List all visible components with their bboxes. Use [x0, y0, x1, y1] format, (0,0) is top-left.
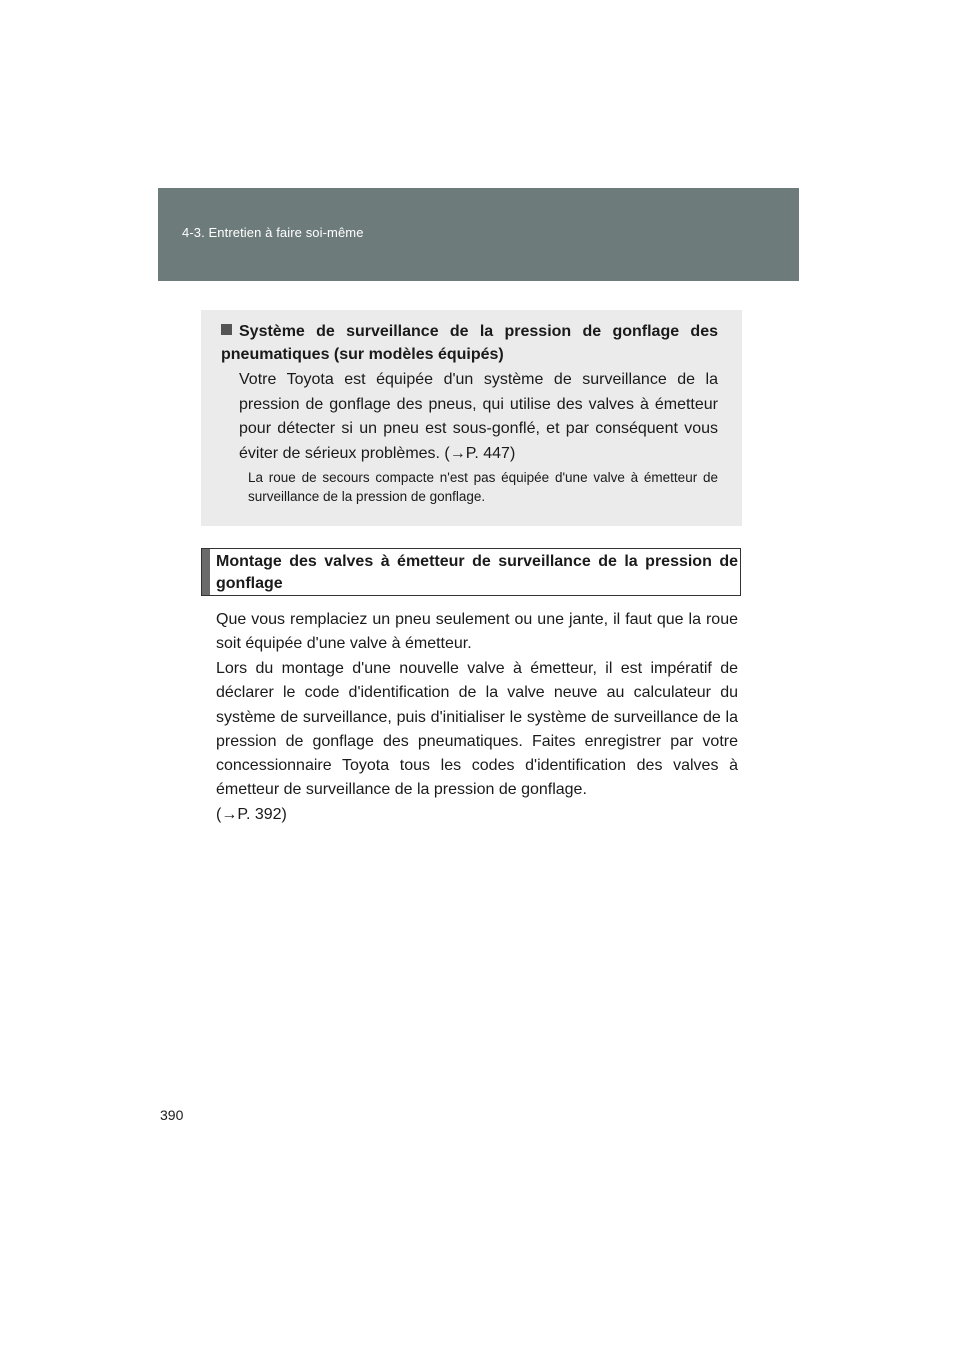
note-body: Votre Toyota est équipée d'un système de surveillance de la pression de gonflage des pneus, qui utilise des valves à émetteur pour détecter si un pneu est sous-gonflé, et par conséquent vous éviter de sérieux problèmes. (→P. 447)	[239, 371, 718, 462]
note-heading-text: Système de surveillance de la pression de gonflage des pneumatiques (sur modèles équipés)	[221, 323, 718, 363]
section-header-band	[158, 188, 799, 281]
note-heading	[221, 320, 718, 366]
note-small-print: La roue de secours compacte n'est pas équipée d'une valve à émetteur de surveillance de la pression de gonflage.	[248, 470, 718, 504]
section-title: 4-3. Entretien à faire soi-même	[182, 225, 364, 240]
page-number: 390	[160, 1107, 184, 1123]
body-paragraph-2	[216, 657, 738, 827]
section-heading	[201, 548, 741, 596]
square-bullet-icon	[221, 324, 232, 335]
page-reference: (→P. 392)	[216, 805, 287, 823]
section-heading-text: Montage des valves à émetteur de surveillance de la pression de gonflage	[216, 553, 738, 592]
note-box	[201, 310, 742, 526]
body-paragraph-2-text: Lors du montage d'une nouvelle valve à émetteur, il est impératif de déclarer le code d'identification de la valve neuve au calculateur du système de surveillance, puis d'initialiser le système de surveillance de la pression de gonflage des pneumatiques. Faites enregistrer par votre concessionnaire Toyota tous les codes d'identification des valves à émetteur de surveillance de la pression de gonflage.	[216, 660, 738, 799]
heading-accent-bar	[202, 549, 210, 595]
body-paragraph-1: Que vous remplaciez un pneu seulement ou une jante, il faut que la roue soit équipée d'une valve à émetteur.	[216, 611, 738, 653]
